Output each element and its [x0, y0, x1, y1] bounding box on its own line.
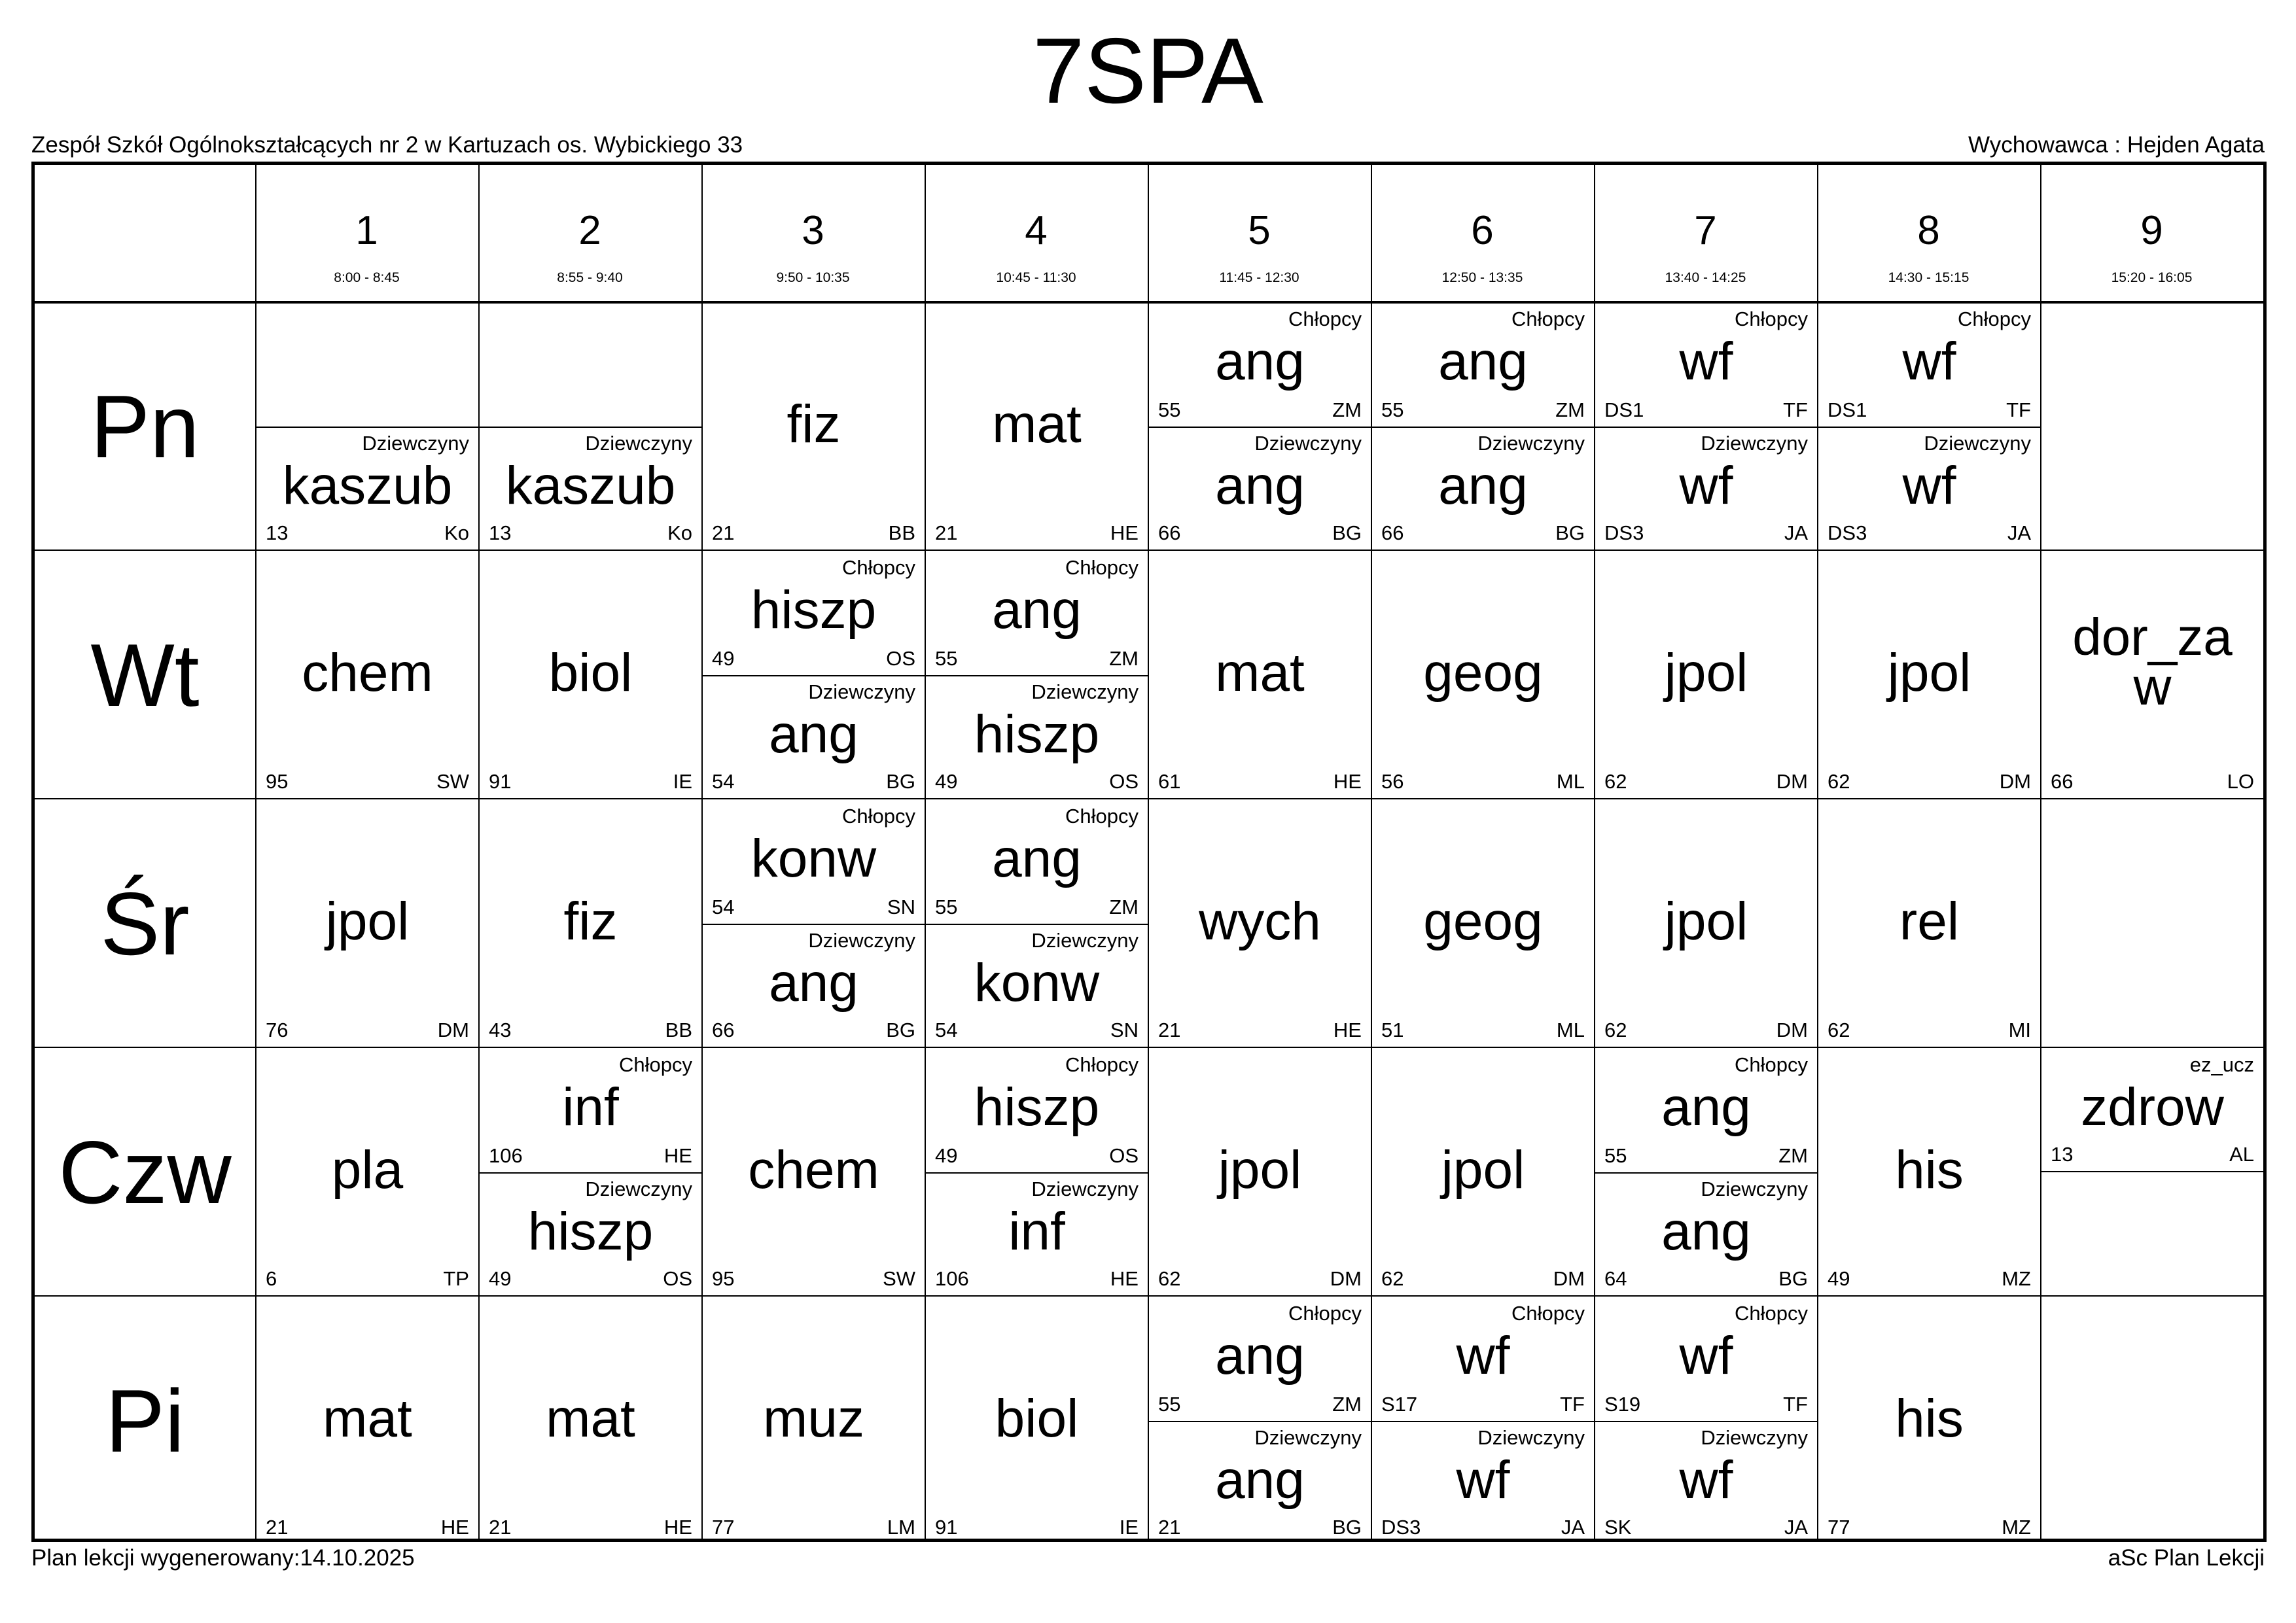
lesson-room: 62: [1381, 1267, 1404, 1290]
software-name: aSc Plan Lekcji: [2108, 1545, 2265, 1571]
lesson-subject: jpol: [1664, 892, 1748, 951]
period-number: 7: [1694, 208, 1717, 253]
period-time: 8:00 - 8:45: [334, 270, 400, 285]
lesson-teacher: ML: [1556, 770, 1585, 793]
lesson-subject: muz: [763, 1389, 864, 1448]
lesson-teacher: DM: [1330, 1267, 1362, 1290]
lesson-cell: [703, 552, 925, 675]
lesson-room: 55: [1381, 398, 1404, 421]
lesson-teacher: BG: [1332, 1516, 1362, 1539]
lesson-group: Dziewczyny: [362, 432, 469, 455]
lesson-teacher: HE: [663, 1516, 692, 1539]
lesson-cell: [2041, 552, 2263, 798]
lesson-group: Dziewczyny: [808, 680, 915, 703]
lesson-teacher: OS: [1109, 770, 1139, 793]
period-number: 9: [2140, 208, 2163, 253]
lesson-teacher: MZ: [2002, 1267, 2031, 1290]
lesson-subject: ang: [1215, 456, 1305, 515]
lesson-room: 13: [266, 521, 289, 544]
lesson-cell: [1818, 1298, 2040, 1544]
lesson-subject: pla: [331, 1140, 404, 1200]
lesson-subject: inf: [1008, 1202, 1065, 1261]
lesson-group: Chłopcy: [1735, 1302, 1808, 1325]
lesson-group: Dziewczyny: [1477, 432, 1585, 455]
lesson-cell: [480, 1049, 701, 1172]
generated-date: Plan lekcji wygenerowany:14.10.2025: [31, 1545, 415, 1571]
lesson-subject: jpol: [1664, 643, 1748, 703]
grid-line: [35, 798, 2263, 799]
lesson-room: 13: [489, 521, 512, 544]
lesson-subject: wf: [1679, 456, 1733, 515]
lesson-subject: ang: [992, 580, 1082, 640]
lesson-room: DS1: [1604, 398, 1644, 421]
lesson-room: 62: [1828, 770, 1850, 793]
lesson-group: Chłopcy: [1065, 805, 1139, 828]
lesson-cell: [1149, 427, 1371, 550]
lesson-cell: [1595, 427, 1817, 550]
lesson-teacher: ZM: [1332, 398, 1362, 421]
lesson-subject: jpol: [1441, 1140, 1525, 1200]
lesson-subject: konw: [751, 829, 877, 888]
class-title: 7SPA: [1033, 19, 1263, 123]
lesson-cell: [256, 801, 478, 1047]
lesson-subject: biol: [995, 1389, 1079, 1448]
lesson-cell: [1372, 552, 1594, 798]
lesson-group: Dziewczyny: [1924, 432, 2031, 455]
lesson-cell: [480, 552, 701, 798]
lesson-group: Dziewczyny: [1701, 432, 1808, 455]
lesson-room: 66: [2051, 770, 2074, 793]
lesson-subject: mat: [323, 1389, 412, 1448]
lesson-cell: [2041, 1049, 2263, 1172]
period-header-7: [1594, 208, 1817, 285]
lesson-cell: [1818, 304, 2040, 427]
lesson-subject: fiz: [563, 892, 618, 951]
lesson-teacher: BG: [1555, 521, 1585, 544]
lesson-subject: ang: [992, 829, 1082, 888]
lesson-subject: mat: [992, 394, 1082, 454]
lesson-group: Chłopcy: [1288, 307, 1362, 330]
lesson-room: 62: [1604, 770, 1627, 793]
lesson-teacher: HE: [1333, 1019, 1362, 1041]
lesson-subject: hiszp: [751, 580, 877, 640]
lesson-subject: geog: [1423, 643, 1543, 703]
lesson-subject: jpol: [325, 892, 410, 951]
lesson-cell: [926, 1172, 1148, 1295]
lesson-subject: wf: [1456, 1326, 1510, 1386]
lesson-teacher: DM: [437, 1019, 469, 1041]
lesson-subject: his: [1895, 1140, 1964, 1200]
period-time: 8:55 - 9:40: [557, 270, 623, 285]
lesson-teacher: BB: [888, 521, 915, 544]
lesson-subject: kaszub: [282, 456, 453, 515]
lesson-room: 66: [712, 1019, 735, 1041]
lesson-subject: hiszp: [974, 705, 1100, 764]
lesson-cell: [1818, 801, 2040, 1047]
lesson-room: 55: [935, 647, 958, 670]
period-time: 10:45 - 11:30: [996, 270, 1076, 285]
lesson-cell: [1595, 552, 1817, 798]
lesson-subject: his: [1895, 1389, 1964, 1448]
lesson-subject: wf: [1679, 1450, 1733, 1510]
lesson-subject: wf: [1902, 456, 1956, 515]
lesson-teacher: OS: [663, 1267, 692, 1290]
lesson-teacher: OS: [886, 647, 915, 670]
lesson-group: Dziewczyny: [1031, 680, 1139, 703]
lesson-teacher: ML: [1556, 1019, 1585, 1041]
period-time: 14:30 - 15:15: [1888, 270, 1969, 285]
period-time: 12:50 - 13:35: [1441, 270, 1523, 285]
lesson-cell: [1818, 1049, 2040, 1295]
lesson-teacher: JA: [1784, 1516, 1808, 1539]
lesson-teacher: MI: [2008, 1019, 2031, 1041]
lesson-room: 55: [935, 896, 958, 918]
lesson-cell: [480, 801, 701, 1047]
lesson-cell: [480, 1298, 701, 1544]
lesson-room: 21: [489, 1516, 512, 1539]
lesson-cell: [926, 1049, 1148, 1172]
period-number: 1: [355, 208, 378, 253]
lesson-subject: wf: [1456, 1450, 1510, 1510]
lesson-teacher: ZM: [1332, 1393, 1362, 1416]
lesson-room: 64: [1604, 1267, 1627, 1290]
timetable-grid: [31, 162, 2267, 1542]
lesson-room: 76: [266, 1019, 289, 1041]
lesson-cell: [1149, 1421, 1371, 1544]
lesson-cell: [703, 304, 925, 550]
lesson-room: 66: [1158, 521, 1181, 544]
lesson-subject: biol: [548, 643, 633, 703]
lesson-teacher: HE: [440, 1516, 469, 1539]
lesson-teacher: MZ: [2002, 1516, 2031, 1539]
lesson-group: Chłopcy: [1288, 1302, 1362, 1325]
lesson-teacher: DM: [1776, 770, 1808, 793]
lesson-room: S19: [1604, 1393, 1641, 1416]
lesson-subject: kaszub: [505, 456, 676, 515]
lesson-teacher: HE: [663, 1144, 692, 1167]
lesson-cell: [480, 1172, 701, 1295]
lesson-teacher: TP: [443, 1267, 469, 1290]
lesson-teacher: AL: [2229, 1143, 2254, 1166]
lesson-teacher: Ko: [667, 521, 692, 544]
lesson-room: 49: [712, 647, 735, 670]
lesson-room: DS3: [1381, 1516, 1421, 1539]
lesson-cell: [703, 924, 925, 1047]
lesson-group: ez_ucz: [2189, 1053, 2254, 1076]
period-header-6: [1371, 208, 1594, 285]
lesson-teacher: JA: [1561, 1516, 1585, 1539]
lesson-cell: [703, 1298, 925, 1544]
lesson-room: 13: [2051, 1143, 2074, 1166]
lesson-cell: [926, 552, 1148, 675]
lesson-teacher: IE: [673, 770, 692, 793]
lesson-room: 61: [1158, 770, 1181, 793]
period-header-1: [255, 208, 478, 285]
lesson-subject: chem: [748, 1140, 879, 1200]
lesson-subject: wf: [1902, 332, 1956, 391]
lesson-group: Dziewczyny: [1701, 1178, 1808, 1200]
lesson-room: DS3: [1828, 521, 1867, 544]
lesson-room: 106: [935, 1267, 969, 1290]
lesson-subject: rel: [1899, 892, 1960, 951]
lesson-group: Chłopcy: [1065, 556, 1139, 579]
lesson-room: 56: [1381, 770, 1404, 793]
period-header-3: [701, 208, 925, 285]
lesson-group: Chłopcy: [1735, 307, 1808, 330]
day-label-2: Śr: [100, 874, 190, 973]
lesson-room: S17: [1381, 1393, 1418, 1416]
lesson-group: Dziewczyny: [1031, 929, 1139, 952]
lesson-subject: ang: [1661, 1202, 1751, 1261]
lesson-cell: [926, 924, 1148, 1047]
lesson-teacher: TF: [1783, 1393, 1808, 1416]
lesson-subject: ang: [1215, 332, 1305, 391]
lesson-room: 21: [1158, 1019, 1181, 1041]
lesson-teacher: TF: [2006, 398, 2031, 421]
lesson-teacher: SN: [1110, 1019, 1139, 1041]
lesson-cell: [703, 1049, 925, 1295]
lesson-cell: [256, 552, 478, 798]
lesson-cell: [1595, 801, 1817, 1047]
lesson-room: 54: [712, 896, 735, 918]
lesson-cell: [1149, 1298, 1371, 1421]
period-number: 4: [1025, 208, 1048, 253]
lesson-room: 54: [712, 770, 735, 793]
lesson-room: 55: [1158, 398, 1181, 421]
lesson-room: 62: [1604, 1019, 1627, 1041]
lesson-subject: ang: [1215, 1326, 1305, 1386]
grid-line: [35, 1047, 2263, 1048]
school-name: Zespół Szkół Ogólnokształcących nr 2 w Kartuzach os. Wybickiego 33: [31, 132, 743, 158]
lesson-subject: konw: [974, 953, 1100, 1013]
lesson-room: 91: [489, 770, 512, 793]
lesson-teacher: LO: [2227, 770, 2254, 793]
lesson-room: DS3: [1604, 521, 1644, 544]
lesson-group: Chłopcy: [1065, 1053, 1139, 1076]
lesson-subject: ang: [1438, 456, 1528, 515]
lesson-room: 21: [935, 521, 958, 544]
lesson-subject: jpol: [1887, 643, 1971, 703]
lesson-room: 6: [266, 1267, 277, 1290]
lesson-teacher: BB: [665, 1019, 692, 1041]
lesson-subject: wych: [1199, 892, 1321, 951]
lesson-group: Dziewczyny: [1701, 1426, 1808, 1449]
period-number: 2: [578, 208, 601, 253]
lesson-teacher: DM: [1553, 1267, 1585, 1290]
lesson-subject: mat: [1215, 643, 1305, 703]
lesson-group: Dziewczyny: [585, 1178, 692, 1200]
lesson-room: 51: [1381, 1019, 1404, 1041]
lesson-room: SK: [1604, 1516, 1632, 1539]
lesson-subject: zdrow: [2081, 1077, 2224, 1137]
lesson-room: DS1: [1828, 398, 1867, 421]
lesson-subject: dor_zaw: [2072, 608, 2233, 716]
lesson-teacher: BG: [886, 770, 915, 793]
lesson-cell: [926, 1298, 1148, 1544]
lesson-group: Dziewczyny: [1477, 1426, 1585, 1449]
lesson-cell: [1149, 304, 1371, 427]
lesson-teacher: BG: [1332, 521, 1362, 544]
lesson-subject: chem: [302, 643, 433, 703]
lesson-subject: wf: [1679, 1326, 1733, 1386]
lesson-teacher: Ko: [444, 521, 469, 544]
lesson-subject: ang: [769, 705, 858, 764]
lesson-teacher: DM: [1776, 1019, 1808, 1041]
lesson-teacher: ZM: [1555, 398, 1585, 421]
lesson-cell: [1372, 1421, 1594, 1544]
lesson-teacher: HE: [1110, 1267, 1139, 1290]
lesson-teacher: TF: [1783, 398, 1808, 421]
lesson-cell: [926, 675, 1148, 798]
lesson-room: 66: [1381, 521, 1404, 544]
lesson-subject: fiz: [786, 394, 841, 454]
lesson-cell: [703, 801, 925, 924]
homeroom-teacher: Wychowawca : Hejden Agata: [1968, 132, 2265, 158]
lesson-cell: [256, 1049, 478, 1295]
lesson-teacher: HE: [1110, 521, 1139, 544]
lesson-cell: [1149, 801, 1371, 1047]
lesson-room: 77: [712, 1516, 735, 1539]
lesson-teacher: DM: [1999, 770, 2031, 793]
lesson-room: 49: [935, 1144, 958, 1167]
lesson-room: 21: [1158, 1516, 1181, 1539]
lesson-subject: hiszp: [974, 1077, 1100, 1137]
lesson-group: Chłopcy: [619, 1053, 692, 1076]
lesson-cell: [1372, 304, 1594, 427]
period-number: 5: [1248, 208, 1271, 253]
lesson-cell: [1372, 801, 1594, 1047]
period-header-4: [925, 208, 1148, 285]
lesson-room: 95: [266, 770, 289, 793]
lesson-cell: [926, 801, 1148, 924]
lesson-cell: [1595, 1049, 1817, 1172]
lesson-cell: [1595, 1298, 1817, 1421]
lesson-subject: hiszp: [527, 1202, 654, 1261]
grid-line: [35, 550, 2263, 551]
lesson-teacher: ZM: [1109, 647, 1139, 670]
lesson-cell: [256, 1298, 478, 1544]
lesson-group: Dziewczyny: [585, 432, 692, 455]
grid-line: [2040, 165, 2041, 1539]
period-header-8: [1817, 208, 2040, 285]
period-number: 6: [1471, 208, 1494, 253]
lesson-subject: jpol: [1218, 1140, 1302, 1200]
lesson-group: Dziewczyny: [1254, 1426, 1362, 1449]
lesson-subject: ang: [1438, 332, 1528, 391]
lesson-cell: [926, 304, 1148, 550]
lesson-room: 49: [1828, 1267, 1850, 1290]
lesson-group: Chłopcy: [1735, 1053, 1808, 1076]
lesson-room: 49: [935, 770, 958, 793]
lesson-room: 95: [712, 1267, 735, 1290]
lesson-subject: wf: [1679, 332, 1733, 391]
lesson-room: 62: [1158, 1267, 1181, 1290]
lesson-teacher: JA: [2007, 521, 2031, 544]
lesson-teacher: BG: [1778, 1267, 1808, 1290]
lesson-group: Dziewczyny: [808, 929, 915, 952]
lesson-teacher: ZM: [1778, 1144, 1808, 1167]
lesson-subject: inf: [562, 1077, 619, 1137]
lesson-cell: [1149, 1049, 1371, 1295]
period-time: 9:50 - 10:35: [776, 270, 850, 285]
lesson-group: Chłopcy: [842, 556, 915, 579]
lesson-cell: [1149, 552, 1371, 798]
lesson-cell: [1818, 552, 2040, 798]
lesson-teacher: IE: [1119, 1516, 1139, 1539]
lesson-cell: [1595, 1172, 1817, 1295]
lesson-cell: [1372, 1298, 1594, 1421]
lesson-room: 49: [489, 1267, 512, 1290]
lesson-room: 91: [935, 1516, 958, 1539]
lesson-teacher: SN: [887, 896, 915, 918]
period-time: 15:20 - 16:05: [2111, 270, 2193, 285]
lesson-cell: [1372, 427, 1594, 550]
lesson-teacher: LM: [887, 1516, 915, 1539]
lesson-cell: [1818, 427, 2040, 550]
lesson-room: 62: [1828, 1019, 1850, 1041]
day-label-1: Wt: [90, 625, 200, 725]
lesson-group: Chłopcy: [1511, 307, 1585, 330]
period-number: 8: [1917, 208, 1940, 253]
lesson-cell: [480, 427, 701, 550]
lesson-subject: geog: [1423, 892, 1543, 951]
period-time: 13:40 - 14:25: [1665, 270, 1746, 285]
grid-line: [35, 1295, 2263, 1297]
lesson-teacher: JA: [1784, 521, 1808, 544]
lesson-teacher: ZM: [1109, 896, 1139, 918]
day-label-0: Pn: [90, 377, 200, 476]
lesson-group: Dziewczyny: [1031, 1178, 1139, 1200]
period-header-2: [478, 208, 701, 285]
lesson-teacher: OS: [1109, 1144, 1139, 1167]
period-time: 11:45 - 12:30: [1219, 270, 1299, 285]
lesson-teacher: TF: [1560, 1393, 1585, 1416]
lesson-room: 77: [1828, 1516, 1850, 1539]
lesson-subject: ang: [1661, 1077, 1751, 1137]
period-header-5: [1148, 208, 1371, 285]
day-label-3: Czw: [58, 1123, 232, 1222]
period-header-9: [2040, 208, 2263, 285]
lesson-teacher: HE: [1333, 770, 1362, 793]
lesson-cell: [703, 675, 925, 798]
lesson-teacher: SW: [436, 770, 469, 793]
lesson-teacher: SW: [883, 1267, 915, 1290]
lesson-room: 55: [1604, 1144, 1627, 1167]
lesson-room: 106: [489, 1144, 523, 1167]
lesson-room: 21: [266, 1516, 289, 1539]
lesson-cell: [256, 427, 478, 550]
lesson-subject: ang: [1215, 1450, 1305, 1510]
period-number: 3: [802, 208, 824, 253]
day-label-4: Pi: [105, 1371, 185, 1471]
lesson-room: 43: [489, 1019, 512, 1041]
lesson-cell: [1595, 1421, 1817, 1544]
lesson-subject: mat: [546, 1389, 635, 1448]
lesson-cell: [1372, 1049, 1594, 1295]
lesson-room: 55: [1158, 1393, 1181, 1416]
lesson-group: Chłopcy: [1511, 1302, 1585, 1325]
lesson-subject: ang: [769, 953, 858, 1013]
lesson-group: Chłopcy: [842, 805, 915, 828]
lesson-group: Chłopcy: [1958, 307, 2031, 330]
lesson-cell: [1595, 304, 1817, 427]
lesson-room: 54: [935, 1019, 958, 1041]
lesson-teacher: BG: [886, 1019, 915, 1041]
lesson-group: Dziewczyny: [1254, 432, 1362, 455]
lesson-room: 21: [712, 521, 735, 544]
